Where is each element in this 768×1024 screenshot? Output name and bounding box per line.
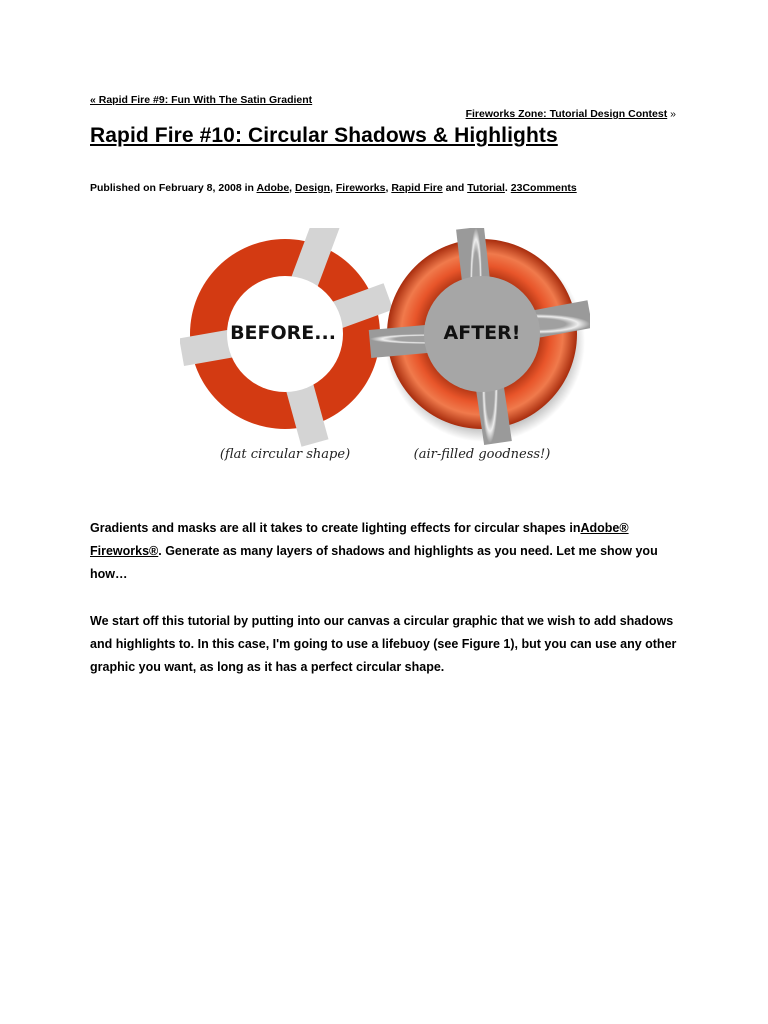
separator: , <box>330 182 336 194</box>
category-link-rapid-fire[interactable]: Rapid Fire <box>391 182 443 194</box>
separator: and <box>442 182 468 194</box>
separator: , <box>289 182 296 194</box>
separator: . <box>504 182 511 194</box>
category-link-tutorial[interactable]: Tutorial <box>467 182 505 194</box>
intro-paragraph <box>90 517 690 586</box>
category-link-fireworks[interactable]: Fireworks <box>335 182 386 194</box>
intro-text-continued: . Generate as many layers of shadows and highlights as you need. Let me show you how… <box>90 543 658 581</box>
intro-text: Gradients and masks are all it takes to create lighting effects for circular shapes in <box>90 520 581 535</box>
lifebuoy-illustration <box>180 228 590 473</box>
before-caption: (flat circular shape) <box>219 447 351 462</box>
separator: , <box>385 182 392 194</box>
before-after-figure <box>180 228 590 473</box>
post-meta <box>90 182 577 194</box>
next-post-nav <box>466 108 676 120</box>
previous-post-link[interactable]: « Rapid Fire #9: Fun With The Satin Gradient <box>90 94 313 106</box>
category-link-adobe[interactable]: Adobe <box>256 182 290 194</box>
before-label: BEFORE... <box>230 322 336 344</box>
second-paragraph: We start off this tutorial by putting into our canvas a circular graphic that we wish to add shadows and highlights to. In this case, I'm going to use a lifebuoy (see Figure 1), but you can use any other graphic you want, as long as it has a perfect circular shape. <box>90 613 677 674</box>
adobe-fireworks-link[interactable]: Adobe® Fireworks® <box>90 520 629 558</box>
published-date: Published on February 8, 2008 in <box>90 182 257 194</box>
comments-link[interactable]: 23Comments <box>510 182 577 194</box>
next-post-link[interactable]: Fireworks Zone: Tutorial Design Contest <box>465 108 668 120</box>
category-link-design[interactable]: Design <box>295 182 331 194</box>
post-title: Rapid Fire #10: Circular Shadows & Highlights <box>90 124 558 147</box>
after-label: AFTER! <box>443 322 521 344</box>
next-arrow: » <box>670 108 676 120</box>
after-caption: (air-filled goodness!) <box>413 447 551 462</box>
